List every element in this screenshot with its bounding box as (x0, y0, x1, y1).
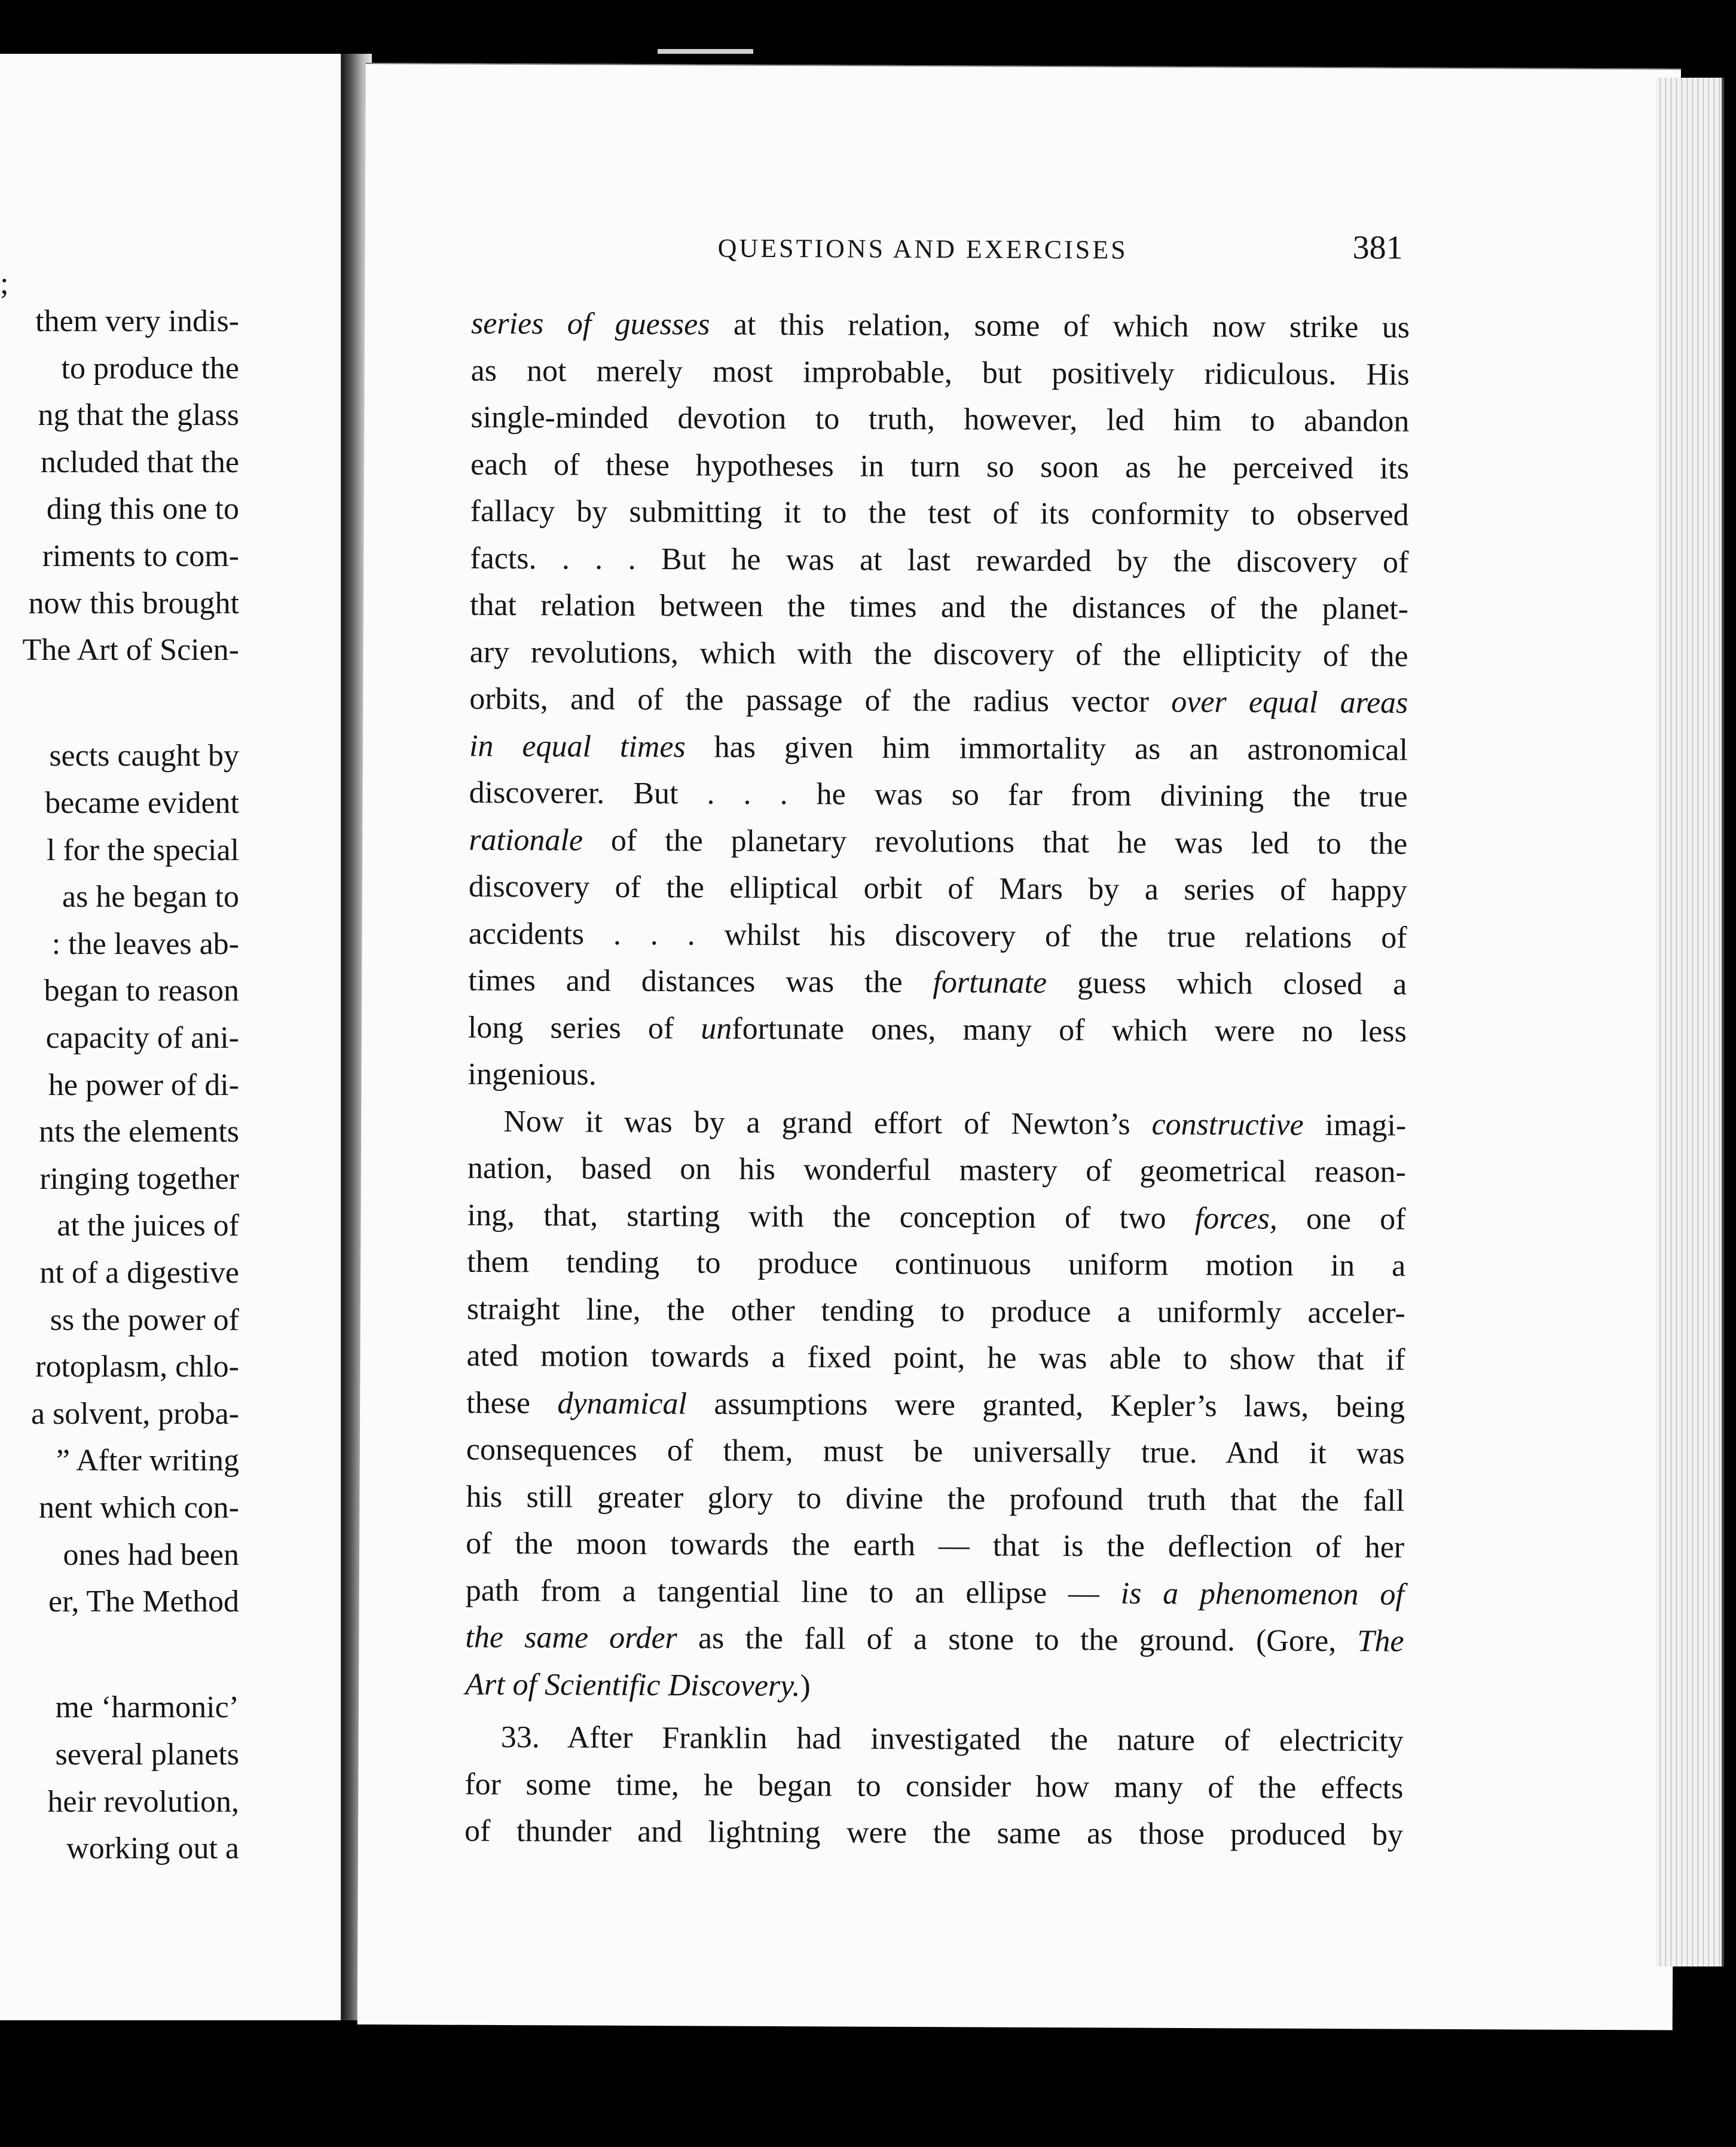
italic-text: un (701, 1011, 732, 1046)
body-line (469, 770, 1407, 821)
left-page-line: ones had been (63, 1537, 239, 1572)
body-line (470, 441, 1409, 492)
text-run: one of (1277, 1201, 1406, 1237)
italic-text: is a phenomenon of (1120, 1576, 1404, 1612)
text-run: consequences of them, must be universally true. And it was (466, 1432, 1405, 1471)
left-page-line: The Art of Scien- (22, 633, 239, 668)
body-line (471, 347, 1410, 398)
left-page-line: became evident (45, 786, 239, 820)
left-page-line: ringing together (39, 1161, 239, 1196)
text-run: fortunate ones, many of which were no less (732, 1011, 1407, 1049)
left-page-line: nts the elements (38, 1115, 239, 1149)
body-line (470, 488, 1409, 539)
text-run: of the moon towards the earth — that is the deflection of her (466, 1526, 1405, 1565)
left-page-line: rotoplasm, chlo- (35, 1350, 239, 1384)
italic-text: over equal areas (1171, 684, 1408, 720)
italic-text: dynamical (557, 1386, 687, 1421)
left-page-line: : the leaves ab- (51, 926, 239, 961)
body-line (467, 1239, 1405, 1290)
text-run: ingenious. (467, 1057, 597, 1092)
text-run: guess which closed a (1047, 965, 1407, 1002)
text-run: path from a tangential line to an ellipse — (465, 1573, 1121, 1611)
italic-text: series of guesses (470, 306, 710, 342)
body-line (467, 1051, 1406, 1102)
italic-text: the same order (465, 1620, 677, 1656)
left-page-line: to produce the (61, 351, 239, 386)
text-run: times and distances was the (468, 963, 933, 1000)
italic-text: forces, (1194, 1201, 1277, 1236)
text-run: as not merely most improbable, but positively ridiculous. His (470, 353, 1410, 392)
left-page-line: ss the power of (50, 1302, 239, 1337)
body-line (471, 301, 1410, 351)
italic-text: The (1357, 1624, 1404, 1659)
text-run: his still greater glory to divine the profound truth that the fall (466, 1479, 1405, 1518)
body-line (466, 1473, 1404, 1524)
text-run: single-minded devotion to truth, however, led him to abandon (470, 400, 1410, 439)
body-line (467, 1098, 1406, 1149)
text-run: accidents . . . whilst his discovery of the true relations of (468, 916, 1407, 955)
left-page-line: as he began to (62, 880, 239, 915)
body-line (467, 1145, 1406, 1196)
text-run: discovery of the elliptical orbit of Mars by a series of happy (468, 869, 1408, 908)
text-run: has given him immortality as an astronomical (685, 729, 1408, 767)
text-run: for some time, he began to consider how many of the effects (464, 1767, 1404, 1806)
left-page-line: ng that the glass (38, 398, 239, 433)
text-run: ated motion towards a fixed point, he was able to show that if (466, 1338, 1405, 1377)
body-line (469, 816, 1407, 867)
body-line (468, 910, 1407, 961)
text-run: that relation between the times and the distances of the planet- (469, 588, 1409, 626)
body-line (467, 1286, 1405, 1336)
left-page-line: l for the special (47, 833, 239, 867)
body-line (466, 1333, 1405, 1384)
left-page-line: capacity of ani- (45, 1021, 239, 1055)
body-line (469, 864, 1407, 915)
left-page-line: heir revolution, (47, 1784, 239, 1819)
left-page-line: now this brought (28, 586, 239, 620)
right-page (357, 63, 1681, 2030)
body-line (468, 1004, 1407, 1055)
italic-text: fortunate (933, 965, 1047, 1000)
running-head: QUESTIONS AND EXERCISES (717, 233, 1128, 265)
body-line (464, 1808, 1403, 1859)
left-page-line: them very indis- (35, 304, 239, 338)
italic-text: in equal times (469, 729, 686, 764)
body-line (466, 1427, 1405, 1478)
body-line (466, 1567, 1404, 1618)
body-line (470, 535, 1408, 586)
text-run: assumptions were granted, Kepler’s laws, being (686, 1386, 1405, 1424)
left-page-mark: ; (0, 267, 9, 301)
text-run: fallacy by submitting it to the test of its conformity to observed (470, 494, 1409, 533)
scan-artifact (658, 49, 753, 54)
body-line (466, 1521, 1404, 1571)
body-line (470, 629, 1408, 680)
body-line (465, 1714, 1404, 1765)
left-page-line: a solvent, proba- (30, 1396, 239, 1431)
body-line (470, 582, 1408, 633)
left-page-line: several planets (55, 1738, 239, 1772)
text-run: of thunder and lightning were the same as those produced by (464, 1813, 1404, 1852)
text-run: orbits, and of the passage of the radius vector (469, 681, 1172, 719)
body-text (464, 301, 1410, 1859)
text-run: discoverer. But . . . he was so far from divining the true (469, 775, 1408, 814)
text-run: at this relation, some of which now strike us (710, 307, 1410, 345)
body-line (465, 1614, 1404, 1665)
left-page-line: ” After writing (56, 1443, 239, 1478)
left-page-line: sects caught by (49, 739, 239, 773)
page-number: 381 (1352, 229, 1403, 267)
left-page (0, 54, 344, 2020)
text-run: ary revolutions, which with the discovery of the ellipticity of the (469, 635, 1408, 674)
text-run: of the planetary revolutions that he was led to the (582, 823, 1408, 861)
left-page-line: ncluded that the (40, 445, 239, 479)
text-run: long series of (467, 1010, 701, 1045)
italic-text: rationale (469, 822, 583, 858)
left-page-line: er, The Method (48, 1585, 239, 1619)
left-page-line: working out a (66, 1831, 239, 1866)
italic-text: Art of Scientific Discovery. (465, 1667, 800, 1703)
text-run: Now it was by a grand effort of Newton’s (503, 1104, 1152, 1142)
body-line (467, 1192, 1405, 1243)
left-page-line: he power of di- (48, 1068, 239, 1102)
text-run: these (466, 1386, 558, 1420)
body-line (466, 1380, 1405, 1430)
text-run: facts. . . . But he was at last rewarded by the discovery of (470, 541, 1409, 580)
left-page-line: ding this one to (46, 492, 239, 527)
left-page-line: me ‘harmonic’ (55, 1690, 239, 1725)
text-run: them tending to produce continuous uniform motion in a (467, 1244, 1406, 1283)
body-line (468, 958, 1407, 1008)
body-line (464, 1761, 1403, 1812)
body-line (465, 1661, 1404, 1712)
page-edges (1656, 78, 1724, 1966)
text-run: as the fall of a stone to the ground. (Gore, (677, 1621, 1358, 1659)
text-run: 33. After Franklin had investigated the nature of electricity (500, 1720, 1404, 1758)
left-page-line: nt of a digestive (39, 1256, 239, 1290)
left-page-line: riments to com- (42, 539, 239, 573)
body-line (470, 394, 1409, 445)
left-page-line: at the juices of (57, 1209, 239, 1243)
text-run: ) (800, 1668, 811, 1703)
text-run: imagi- (1303, 1108, 1407, 1143)
left-page-line: began to reason (44, 974, 239, 1008)
left-page-line: nent which con- (38, 1491, 239, 1525)
text-run: ing, that, starting with the conception of two (467, 1198, 1195, 1235)
text-run: nation, based on his wonderful mastery of geometrical reason- (467, 1151, 1407, 1189)
italic-text: constructive (1151, 1107, 1304, 1142)
left-page-text (0, 54, 341, 2020)
text-run: each of these hypotheses in turn so soon as he perceived its (470, 447, 1410, 486)
body-line (469, 676, 1408, 727)
body-line (469, 723, 1408, 773)
text-run: straight line, the other tending to produce a uniformly acceler- (466, 1292, 1406, 1331)
